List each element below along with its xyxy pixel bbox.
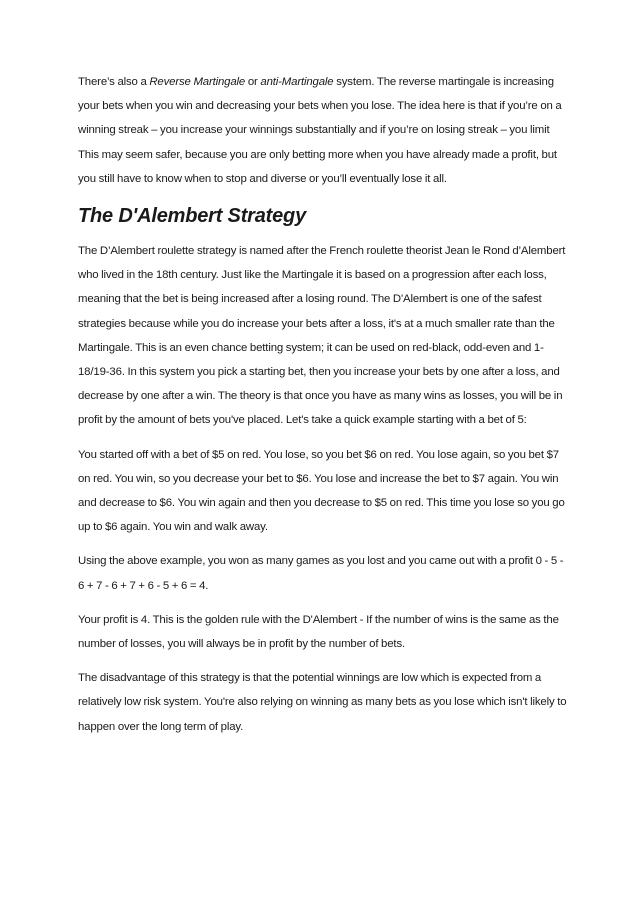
intro-text-start: There’s also a (78, 76, 150, 88)
paragraph-description: The D’Alembert roulette strategy is named after the French roulette theorist Jean le Rond d’Alembert who lived in the 18th century. Just like the Martingale it is based on a progression after each loss, meaning that the bet is being increased after a losing round. The D'Alembert is one of the safest strategies because while you do increase your bets after a loss, it's at a much smaller rate than the Martingale. This is an even chance betting system; it can be used on red-black, odd-even and 1-18/19-36. In this system you pick a starting bet, then you increase your bets by one after a loss, and decrease by one after a win. The theory is that once you have as many wins as losses, you will be in profit by the amount of bets you've placed. Let's take a quick example starting with a bet of 5: (78, 245, 566, 427)
paragraph-golden-rule: Your profit is 4. This is the golden rule with the D'Alembert - If the number of wins is the same as the number of losses, you will always be in profit by the number of bets. (78, 613, 559, 651)
anti-martingale-term: anti-Martingale (260, 76, 334, 88)
section-heading: The D'Alembert Strategy (78, 205, 306, 228)
document-page (78, 70, 568, 749)
paragraph-example: You started off with a bet of $5 on red. You lose, so you bet $6 on red. You lose again, so you bet $7 on red. You win, so you decrease your bet to $6. You lose and increase the bet to $7 again. You win and decrease to $6. You win again and then you decrease to $5 on red. This time you lose so you go up to $6 again. You win and walk away. (78, 448, 565, 534)
intro-text-or: or (245, 76, 261, 88)
reverse-martingale-term: Reverse Martingale (149, 76, 246, 88)
paragraph-calculation: Using the above example, you won as many games as you lost and you came out with a profit 0 - 5 - 6 + 7 - 6 + 7 + 6 - 5 + 6 = 4. (78, 555, 564, 592)
intro-text-rest: system. The reverse martingale is increasing your bets when you win and decreasing your bets when you lose. The idea here is that if you’re on a winning streak – you increase your winnings substantially and if you’re on losing streak – you limit This may seem safer, because you are only betting more when you have already made a profit, but you still have to know when to stop and diverse or you’ll eventually lose it all. (78, 76, 562, 185)
intro-paragraph (78, 70, 568, 191)
paragraph-disadvantage: The disadvantage of this strategy is that the potential winnings are low which is expected from a relatively low risk system. You're also relying on winning as many bets as you lose which isn't likely to happen over the long term of play. (78, 672, 567, 733)
